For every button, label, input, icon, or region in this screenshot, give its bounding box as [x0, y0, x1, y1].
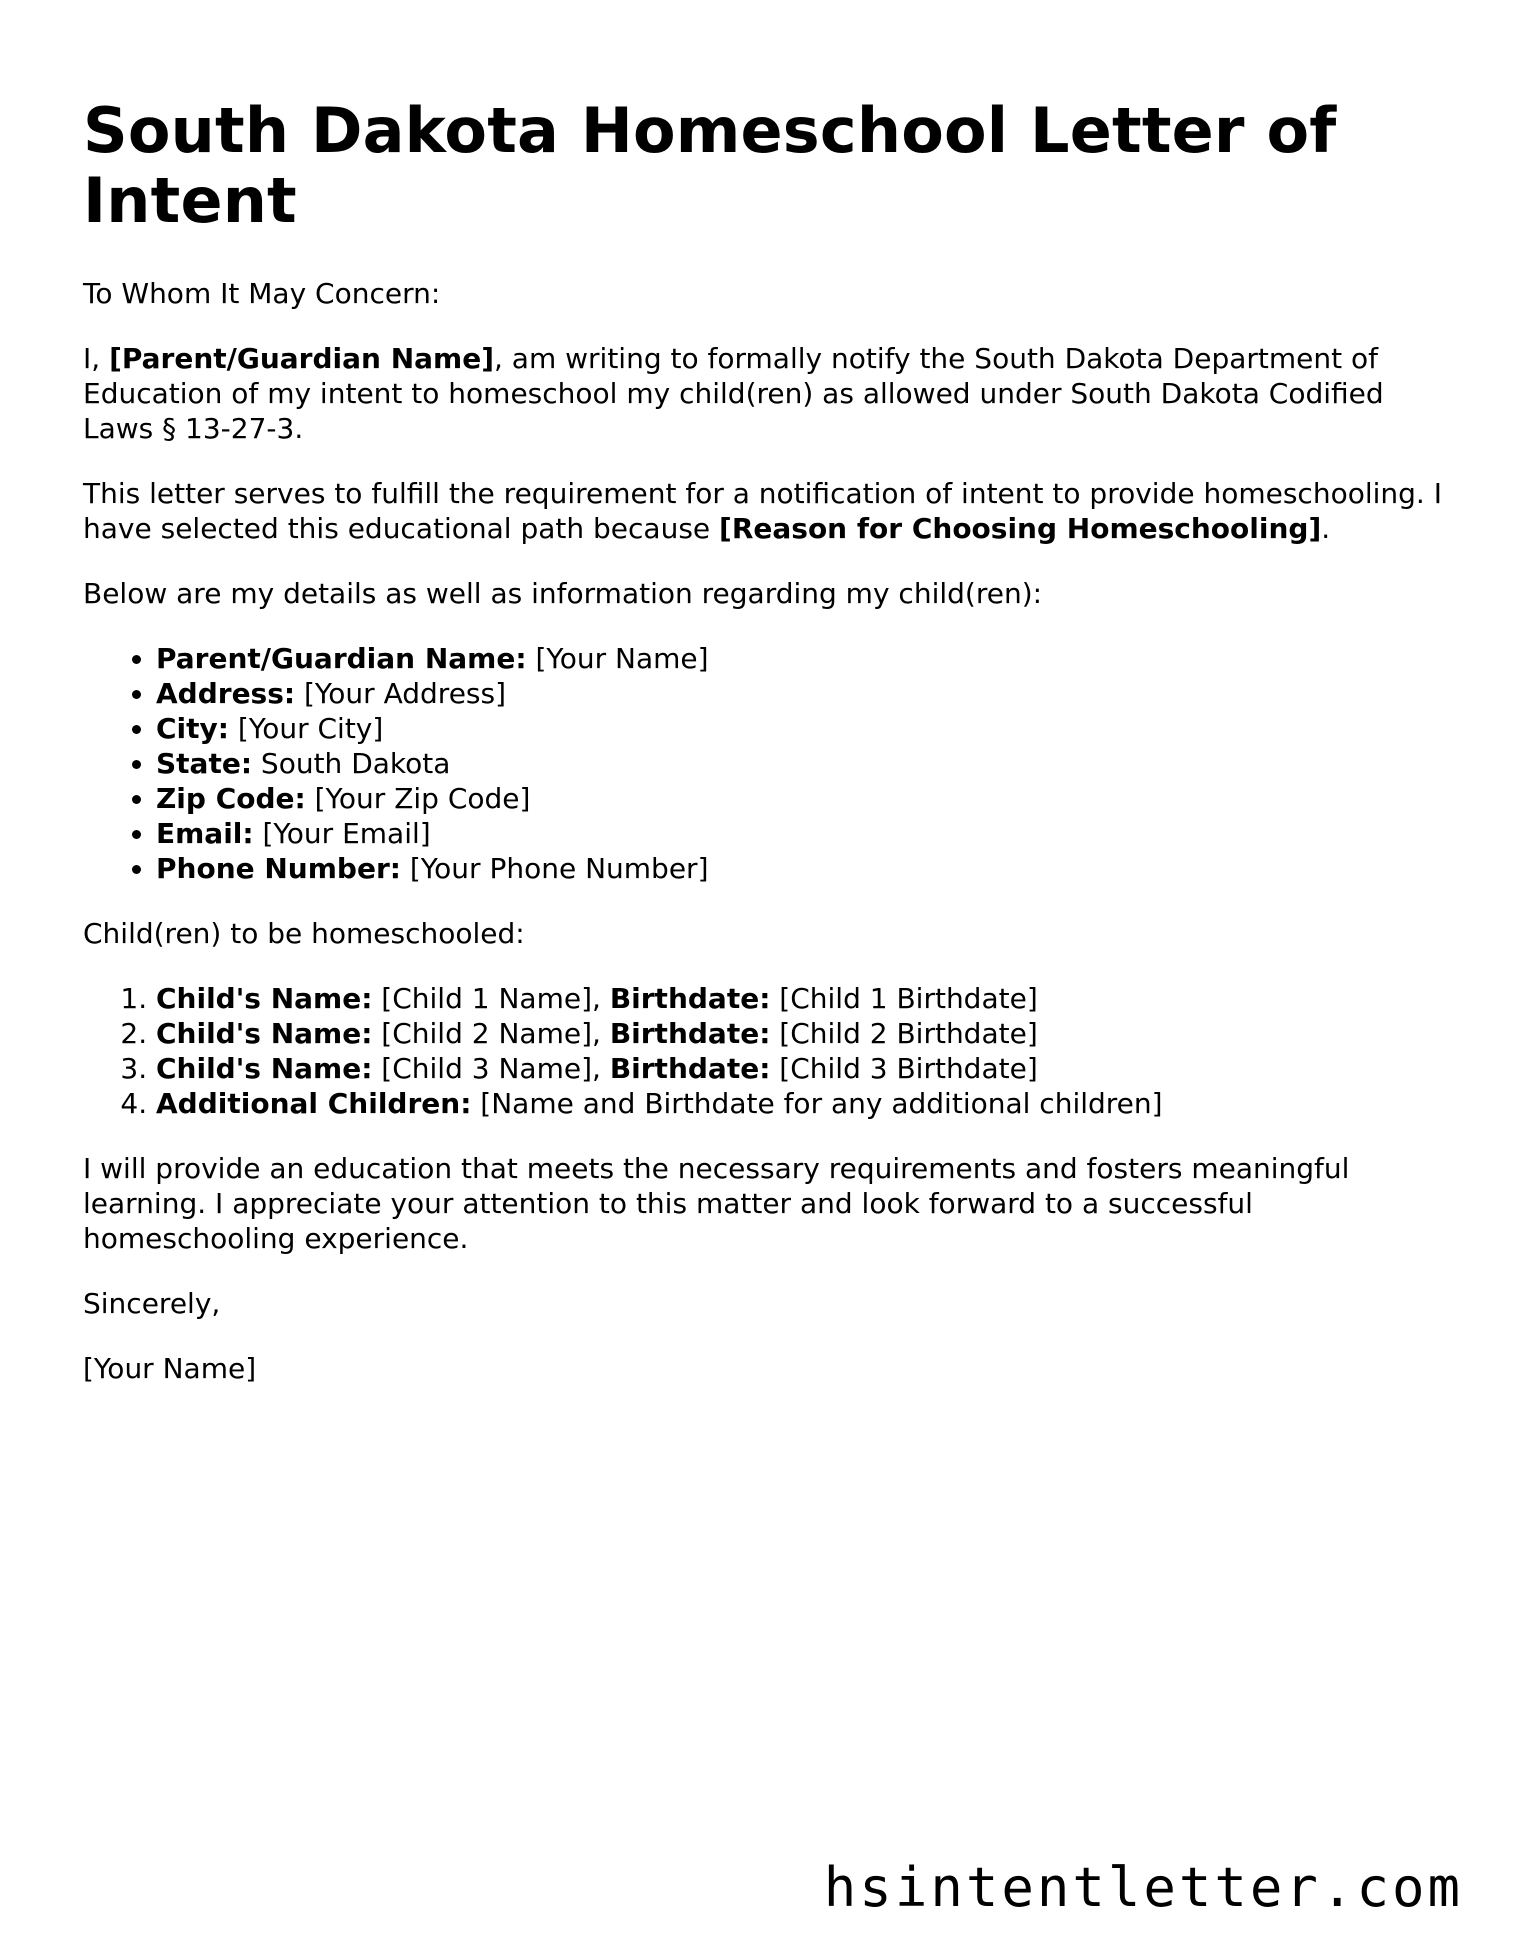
closing-paragraph: I will provide an education that meets the necessary requirements and fosters meaningful learning. I appreciate your attention to this matter and look forward to a successful homeschooling experience.: [83, 1152, 1350, 1255]
detail-value: [Your Zip Code]: [305, 782, 531, 815]
child-birthdate-label: Birthdate:: [609, 1052, 771, 1085]
detail-label: Parent/Guardian Name:: [156, 642, 527, 675]
child-name-label: Child's Name:: [156, 1052, 373, 1085]
intro-suffix: , am writing to formally notify the South Dakota Department of Education of my intent to homeschool my child(ren) as allowed under South Dakota Codified Laws § 13-27-3.: [83, 342, 1384, 445]
child-name: [Child 1 Name],: [372, 982, 610, 1015]
children-list: [83, 981, 1443, 1121]
footer-website: hsintentletter.com: [823, 1856, 1463, 1919]
purpose-paragraph: [83, 476, 1443, 546]
letter-page: [83, 96, 1443, 1416]
closing: Sincerely,: [83, 1287, 221, 1320]
child-entry: [156, 1051, 1443, 1086]
signature-name: [Your Name]: [83, 1352, 257, 1385]
parent-name-placeholder: [Parent/Guardian Name]: [109, 342, 494, 375]
child-name: [Child 2 Name],: [372, 1017, 610, 1050]
child-birthdate: [Child 1 Birthdate]: [770, 982, 1038, 1015]
detail-state: [156, 746, 1443, 781]
intro-prefix: I,: [83, 342, 110, 375]
detail-label: Address:: [156, 677, 296, 710]
detail-address: [156, 676, 1443, 711]
reason-placeholder: [Reason for Choosing Homeschooling]: [719, 512, 1322, 545]
additional-children-value: [Name and Birthdate for any additional children]: [471, 1087, 1163, 1120]
detail-zip-code: [156, 781, 1443, 816]
child-name: [Child 3 Name],: [372, 1052, 610, 1085]
additional-children-entry: [156, 1086, 1443, 1121]
page-title: South Dakota Homeschool Letter of Intent: [83, 94, 1337, 237]
detail-value: [Your Phone Number]: [400, 852, 709, 885]
children-intro: Child(ren) to be homeschooled:: [83, 917, 525, 950]
detail-phone-number: [156, 851, 1443, 886]
child-entry: [156, 981, 1443, 1016]
child-name-label: Child's Name:: [156, 982, 373, 1015]
purpose-suffix: .: [1321, 512, 1331, 545]
detail-value: [Your Email]: [253, 817, 431, 850]
child-entry: [156, 1016, 1443, 1051]
detail-label: Email:: [156, 817, 254, 850]
detail-value: South Dakota: [252, 747, 451, 780]
purpose-prefix: This letter serves to fulfill the requirement for a notification of intent to provide homeschooling. I have selected this educational path because: [83, 477, 1442, 545]
detail-label: Zip Code:: [156, 782, 306, 815]
salutation: To Whom It May Concern:: [83, 277, 441, 310]
child-birthdate-label: Birthdate:: [609, 982, 771, 1015]
child-birthdate-label: Birthdate:: [609, 1017, 771, 1050]
detail-label: State:: [156, 747, 253, 780]
details-intro: Below are my details as well as information regarding my child(ren):: [83, 577, 1043, 610]
detail-label: City:: [156, 712, 229, 745]
child-name-label: Child's Name:: [156, 1017, 373, 1050]
additional-children-label: Additional Children:: [156, 1087, 472, 1120]
child-birthdate: [Child 2 Birthdate]: [770, 1017, 1038, 1050]
intro-paragraph: [83, 341, 1443, 446]
detail-parent-name: [156, 641, 1443, 676]
letter-body: [83, 276, 1443, 1386]
detail-value: [Your Address]: [295, 677, 507, 710]
detail-label: Phone Number:: [156, 852, 401, 885]
parent-details-list: [83, 641, 1443, 886]
detail-value: [Your City]: [228, 712, 384, 745]
detail-city: [156, 711, 1443, 746]
detail-email: [156, 816, 1443, 851]
detail-value: [Your Name]: [526, 642, 709, 675]
child-birthdate: [Child 3 Birthdate]: [770, 1052, 1038, 1085]
